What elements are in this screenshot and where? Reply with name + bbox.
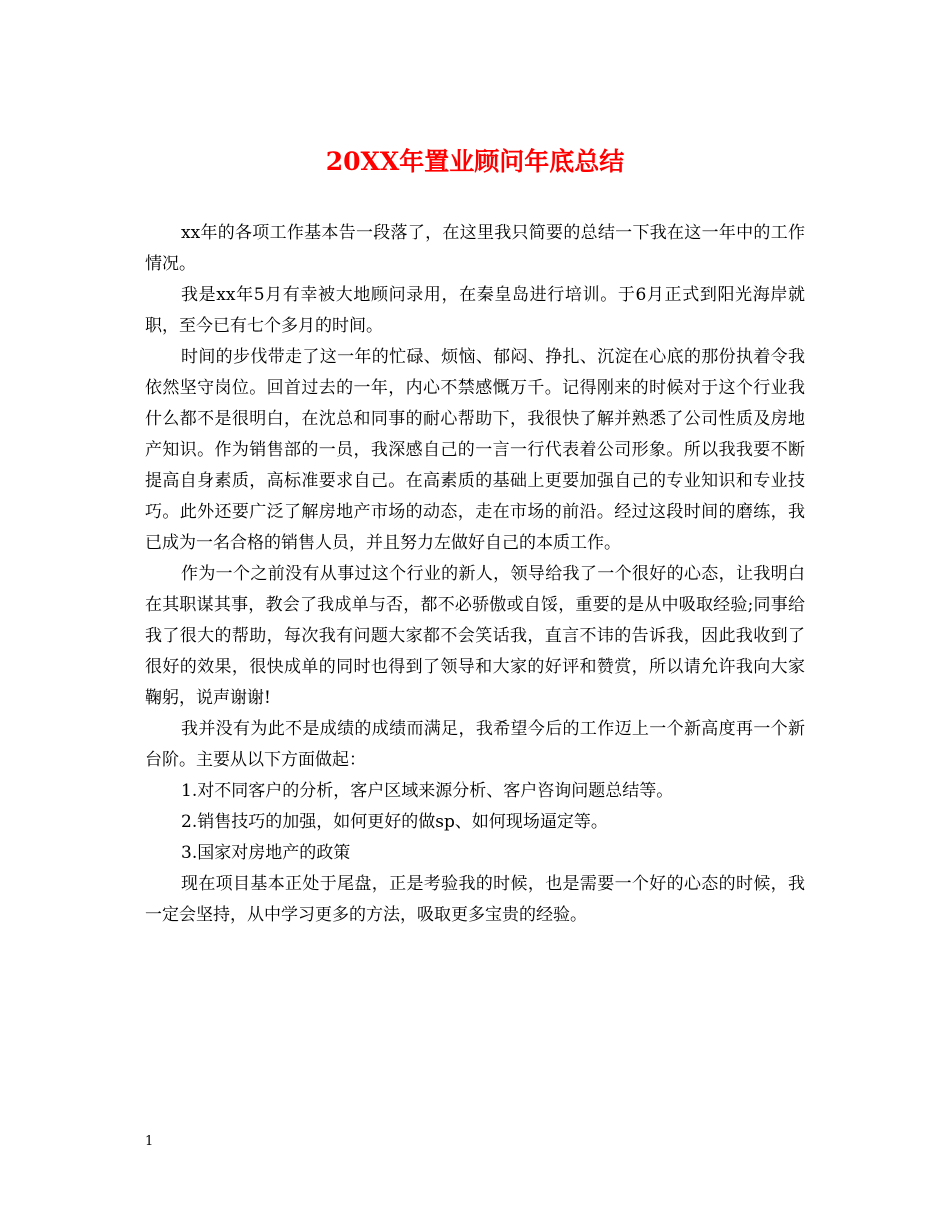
list-item: 2.销售技巧的加强，如何更好的做sp、如何现场逼定等。 bbox=[181, 812, 608, 832]
list-item: 3.国家对房地产的政策 bbox=[181, 843, 351, 863]
list-item: 1.对不同客户的分析，客户区域来源分析、客户咨询问题总结等。 bbox=[181, 781, 674, 801]
paragraph: 我并没有为此不是成绩的成绩而满足，我希望今后的工作迈上一个新高度再一个新台阶。主要从以下方面做起： bbox=[145, 719, 805, 770]
paragraph: xx年的各项工作基本告一段落了，在这里我只简要的总结一下我在这一年中的工作情况。 bbox=[145, 223, 805, 274]
paragraph: 时间的步伐带走了这一年的忙碌、烦恼、郁闷、挣扎、沉淀在心底的那份执着令我依然坚守岗位。回首过去的一年，内心不禁感慨万千。记得刚来的时候对于这个行业我什么都不是很明白，在沈总和同事的耐心帮助下，我很快了解并熟悉了公司性质及房地产知识。作为销售部的一员，我深感自己的一言一行代表着公司形象。所以我我要不断提高自身素质，高标准要求自己。在高素质的基础上更要加强自己的专业知识和专业技巧。此外还要广泛了解房地产市场的动态，走在市场的前沿。经过这段时间的磨练，我已成为一名合格的销售人员，并且努力左做好自己的本质工作。 bbox=[145, 347, 805, 553]
document-body bbox=[145, 218, 805, 931]
document-title: 20XX年置业顾问年底总结 bbox=[325, 147, 625, 176]
paragraph: 我是xx年5月有幸被大地顾问录用，在秦皇岛进行培训。于6月正式到阳光海岸就职，至今已有七个多月的时间。 bbox=[145, 285, 805, 336]
paragraph: 现在项目基本正处于尾盘，正是考验我的时候，也是需要一个好的心态的时候，我一定会坚持，从中学习更多的方法，吸取更多宝贵的经验。 bbox=[145, 874, 805, 925]
paragraph: 作为一个之前没有从事过这个行业的新人，领导给我了一个很好的心态，让我明白在其职谋其事，教会了我成单与否，都不必骄傲或自馁，重要的是从中吸取经验;同事给我了很大的帮助，每次我有问题大家都不会笑话我，直言不讳的告诉我，因此我收到了很好的效果，很快成单的同时也得到了领导和大家的好评和赞赏，所以请允许我向大家鞠躬，说声谢谢! bbox=[145, 564, 805, 708]
page-number: 1 bbox=[145, 1134, 154, 1149]
